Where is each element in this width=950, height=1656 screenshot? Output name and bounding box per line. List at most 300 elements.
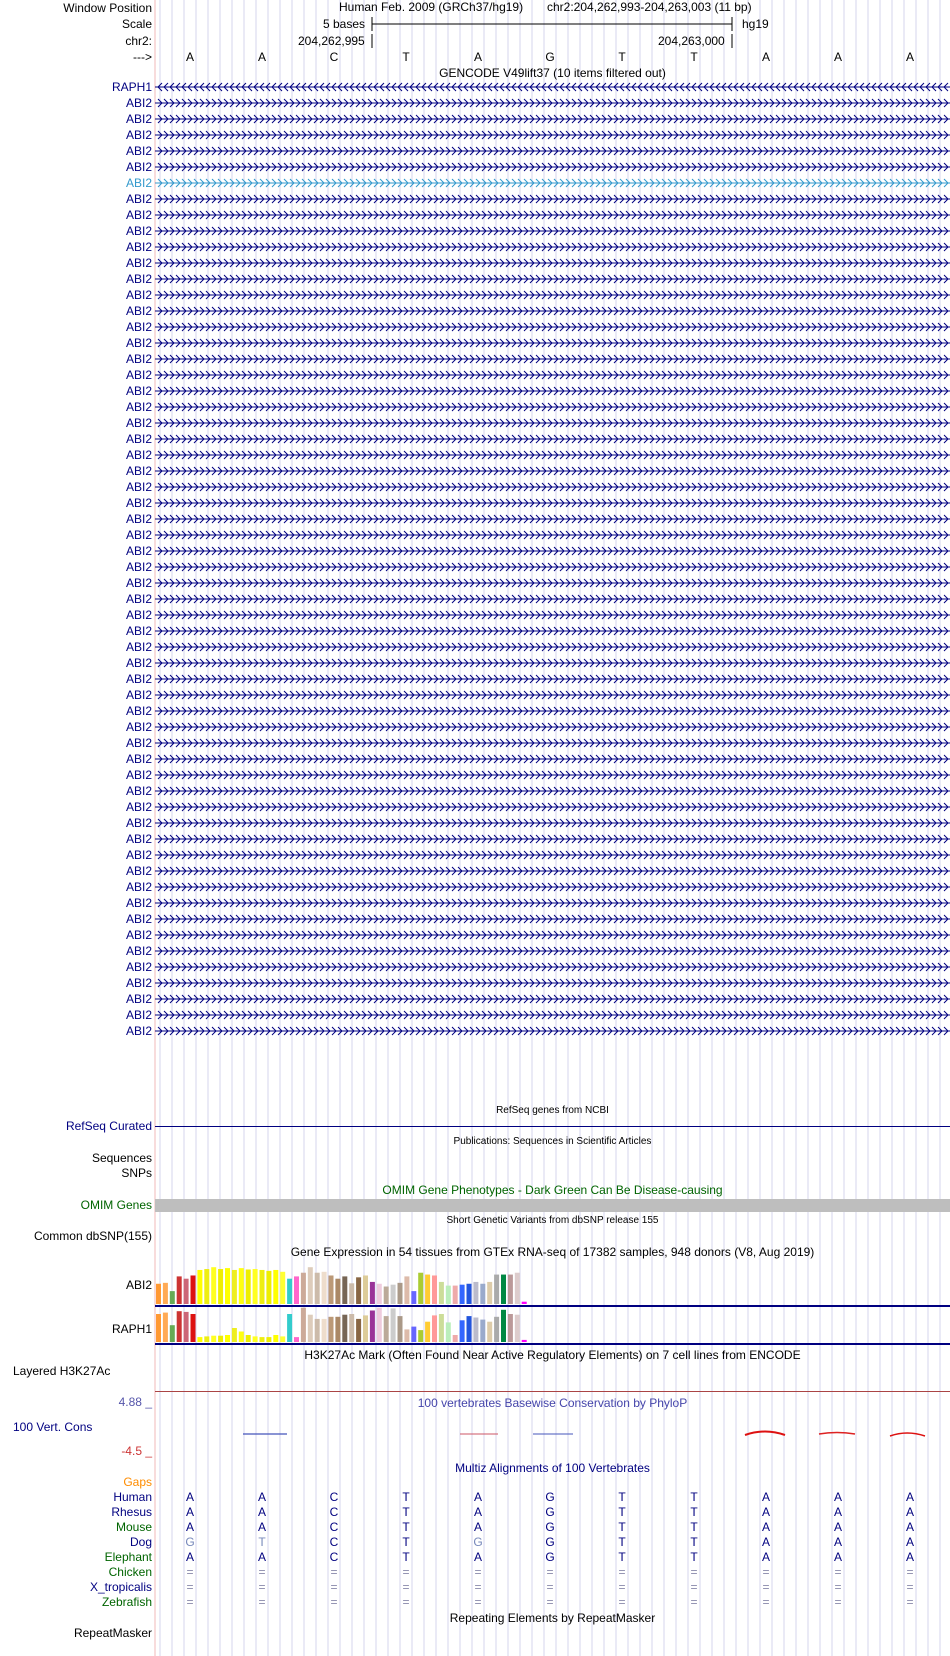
gene-row-abi2[interactable] — [0, 159, 950, 175]
gtex-tissue-bar — [260, 1270, 265, 1304]
h3k27ac-track-label[interactable]: Layered H3K27Ac — [13, 1364, 111, 1378]
multiz-track-title: Multiz Alignments of 100 Vertebrates — [455, 1461, 650, 1475]
gene-intron-line — [155, 527, 950, 543]
gene-label[interactable]: ABI2 — [125, 272, 152, 286]
gene-label[interactable]: ABI2 — [125, 128, 152, 142]
gene-row-abi2[interactable] — [0, 431, 950, 447]
gtex-tissue-bar — [404, 1276, 409, 1304]
gene-row-abi2[interactable] — [0, 783, 950, 799]
gene-intron-line — [155, 991, 950, 1007]
gtex-tissue-bar — [294, 1337, 299, 1342]
gene-label[interactable]: ABI2 — [125, 320, 152, 334]
aligned-base: A — [761, 1550, 770, 1564]
base-letter: C — [329, 50, 339, 64]
gencode-track-title: GENCODE V49lift37 (10 items filtered out) — [439, 66, 666, 80]
gene-label[interactable]: ABI2 — [125, 304, 152, 318]
base-letter: A — [473, 50, 482, 64]
gene-row-abi2[interactable] — [0, 191, 950, 207]
gtex-tissue-bar — [467, 1316, 472, 1342]
gene-row-abi2[interactable] — [0, 351, 950, 367]
gene-row-abi2[interactable] — [0, 1007, 950, 1023]
base-letter: T — [402, 50, 410, 64]
gene-label[interactable]: ABI2 — [125, 368, 152, 382]
gene-intron-line — [155, 735, 950, 751]
gtex-tissue-bar — [411, 1291, 416, 1304]
gene-label[interactable]: ABI2 — [125, 976, 152, 990]
gtex-tissue-bar — [204, 1336, 209, 1342]
gene-intron-line — [155, 559, 950, 575]
aligned-base: = — [330, 1580, 338, 1594]
gene-label[interactable]: ABI2 — [125, 256, 152, 270]
gene-row-abi2[interactable] — [0, 607, 950, 623]
gtex-tissue-bar — [432, 1275, 437, 1304]
aligned-base: = — [546, 1565, 554, 1579]
gene-label[interactable]: ABI2 — [125, 944, 152, 958]
aligned-base: T — [618, 1520, 626, 1534]
gene-label[interactable]: ABI2 — [125, 384, 152, 398]
gene-row-abi2[interactable] — [0, 319, 950, 335]
aligned-base: T — [402, 1535, 410, 1549]
gtex-raph1-barchart[interactable] — [155, 1307, 555, 1344]
gene-row-abi2[interactable] — [0, 639, 950, 655]
gene-row-raph1[interactable] — [0, 79, 950, 95]
gene-label[interactable]: ABI2 — [125, 848, 152, 862]
species-label[interactable]: Human — [113, 1490, 152, 1504]
aligned-base: C — [329, 1535, 339, 1549]
aligned-base: T — [618, 1490, 626, 1504]
gene-label[interactable]: ABI2 — [125, 800, 152, 814]
gene-row-abi2[interactable] — [0, 383, 950, 399]
gene-intron-line — [155, 591, 950, 607]
gene-row-abi2[interactable] — [0, 239, 950, 255]
gene-label[interactable]: ABI2 — [125, 336, 152, 350]
base-letter: A — [833, 50, 842, 64]
gene-row-abi2[interactable] — [0, 831, 950, 847]
gene-row-abi2[interactable] — [0, 1023, 950, 1039]
gene-row-abi2[interactable] — [0, 591, 950, 607]
gene-row-abi2[interactable] — [0, 895, 950, 911]
gene-label[interactable]: ABI2 — [125, 768, 152, 782]
gtex-tissue-bar — [184, 1312, 189, 1342]
aligned-base: = — [474, 1565, 482, 1579]
scale-label: Scale — [121, 17, 152, 31]
gene-label[interactable]: ABI2 — [125, 576, 152, 590]
gene-intron-line — [155, 575, 950, 591]
gene-label[interactable]: ABI2 — [125, 736, 152, 750]
gene-label[interactable]: ABI2 — [125, 400, 152, 414]
gene-label[interactable]: ABI2 — [125, 288, 152, 302]
gtex-tissue-bar — [501, 1275, 506, 1304]
gtex-tissue-bar — [349, 1283, 354, 1304]
gene-label[interactable]: RAPH1 — [111, 80, 152, 94]
aligned-base: T — [402, 1490, 410, 1504]
aligned-base: A — [905, 1550, 914, 1564]
gene-label[interactable]: ABI2 — [125, 656, 152, 670]
coord-tick-right — [731, 34, 733, 48]
aligned-base: A — [833, 1550, 842, 1564]
aligned-base: A — [761, 1490, 770, 1504]
gene-intron-line — [155, 543, 950, 559]
aligned-base: T — [402, 1520, 410, 1534]
aligned-base: T — [402, 1505, 410, 1519]
gene-intron-line — [155, 607, 950, 623]
gene-row-abi2[interactable] — [0, 703, 950, 719]
gene-row-abi2[interactable] — [0, 463, 950, 479]
gene-label[interactable]: ABI2 — [125, 896, 152, 910]
aligned-base: = — [618, 1595, 626, 1609]
aligned-base: = — [762, 1580, 770, 1594]
gene-row-abi2[interactable] — [0, 655, 950, 671]
omim-track-label[interactable]: OMIM Genes — [80, 1198, 152, 1212]
species-label[interactable]: Mouse — [115, 1520, 152, 1534]
base-letter: T — [690, 50, 698, 64]
gene-intron-line — [155, 799, 950, 815]
gtex-tissue-bar — [163, 1313, 168, 1342]
gtex-tissue-bar — [329, 1317, 334, 1342]
gtex-abi2-barchart[interactable] — [155, 1258, 555, 1306]
gene-row-abi2[interactable] — [0, 911, 950, 927]
gtex-tissue-bar — [446, 1322, 451, 1342]
aligned-base: T — [690, 1520, 698, 1534]
gtex-tissue-bar — [425, 1322, 430, 1342]
gene-label[interactable]: ABI2 — [125, 1024, 152, 1038]
aligned-base: = — [546, 1580, 554, 1594]
gtex-tissue-bar — [322, 1319, 327, 1342]
gene-label[interactable]: ABI2 — [125, 720, 152, 734]
gtex-tissue-bar — [370, 1311, 375, 1343]
aligned-base: A — [473, 1520, 482, 1534]
aligned-base: T — [618, 1505, 626, 1519]
gtex-tissue-bar — [191, 1314, 196, 1342]
gene-row-abi2[interactable] — [0, 943, 950, 959]
aligned-base: C — [329, 1550, 339, 1564]
gene-label[interactable]: ABI2 — [125, 624, 152, 638]
gene-label[interactable]: ABI2 — [125, 704, 152, 718]
phylop-track-label[interactable]: 100 Vert. Cons — [13, 1420, 93, 1434]
gtex-tissue-bar — [473, 1282, 478, 1304]
gtex-tissue-bar — [301, 1308, 306, 1342]
publications-track-title: Publications: Sequences in Scientific Articles — [453, 1136, 652, 1147]
aligned-base: A — [257, 1505, 266, 1519]
aligned-base: = — [186, 1565, 194, 1579]
gene-row-abi2[interactable] — [0, 623, 950, 639]
coord-left: 204,262,995 — [298, 34, 365, 48]
gtex-tissue-bar — [349, 1314, 354, 1342]
db-label: hg19 — [742, 17, 769, 31]
gene-row-abi2[interactable] — [0, 207, 950, 223]
aligned-base: G — [185, 1535, 195, 1549]
gene-label[interactable]: ABI2 — [125, 96, 152, 110]
gene-label[interactable]: ABI2 — [125, 752, 152, 766]
gene-row-abi2[interactable] — [0, 127, 950, 143]
refseq-gene-line[interactable] — [155, 1126, 950, 1127]
gtex-tissue-bar — [232, 1328, 237, 1342]
gene-row-abi2[interactable] — [0, 991, 950, 1007]
gtex-tissue-bar — [191, 1275, 196, 1304]
gtex-tissue-bar — [329, 1275, 334, 1304]
gene-row-abi2[interactable] — [0, 479, 950, 495]
gtex-tissue-bar — [508, 1275, 513, 1304]
aligned-base: T — [690, 1505, 698, 1519]
gene-intron-line — [155, 287, 950, 303]
aligned-base: = — [258, 1580, 266, 1594]
gtex-tissue-bar — [473, 1318, 478, 1343]
gene-label[interactable]: ABI2 — [125, 416, 152, 430]
gtex-tissue-bar — [460, 1320, 465, 1342]
gtex-tissue-bar — [487, 1322, 492, 1342]
gene-intron-line — [155, 879, 950, 895]
gene-row-abi2[interactable] — [0, 335, 950, 351]
publications-label-sequences[interactable]: Sequences — [91, 1151, 152, 1165]
gene-intron-line — [155, 303, 950, 319]
gtex-tissue-bar — [515, 1315, 520, 1342]
gene-row-abi2[interactable] — [0, 223, 950, 239]
gene-intron-line — [155, 703, 950, 719]
species-label[interactable]: X_tropicalis — [89, 1580, 152, 1594]
multiz-gaps-label[interactable]: Gaps — [123, 1475, 152, 1489]
gtex-tissue-bar — [315, 1319, 320, 1342]
gene-label[interactable]: ABI2 — [125, 864, 152, 878]
gene-label[interactable]: ABI2 — [125, 528, 152, 542]
gtex-tissue-bar — [218, 1269, 223, 1304]
gene-row-abi2[interactable] — [0, 751, 950, 767]
gtex-tissue-bar — [287, 1279, 292, 1304]
gene-row-abi2[interactable] — [0, 303, 950, 319]
gtex-tissue-bar — [494, 1317, 499, 1342]
gene-row-abi2[interactable] — [0, 671, 950, 687]
gtex-gene-label-abi2[interactable]: ABI2 — [125, 1278, 152, 1292]
gene-label[interactable]: ABI2 — [125, 880, 152, 894]
gene-label[interactable]: ABI2 — [125, 992, 152, 1006]
aligned-base: = — [834, 1595, 842, 1609]
gtex-tissue-bar — [308, 1267, 313, 1304]
aligned-base: G — [473, 1535, 483, 1549]
gtex-tissue-bar — [239, 1268, 244, 1304]
gene-intron-line — [155, 751, 950, 767]
gene-row-abi2[interactable] — [0, 735, 950, 751]
gene-label[interactable]: ABI2 — [125, 608, 152, 622]
gene-label[interactable]: ABI2 — [125, 928, 152, 942]
gene-label[interactable]: ABI2 — [125, 464, 152, 478]
aligned-base: T — [690, 1550, 698, 1564]
gtex-tissue-bar — [453, 1335, 458, 1342]
gene-label[interactable]: ABI2 — [125, 496, 152, 510]
gene-row-abi2[interactable] — [0, 111, 950, 127]
gtex-tissue-bar — [467, 1284, 472, 1304]
gtex-tissue-bar — [363, 1315, 368, 1342]
gene-row-abi2[interactable] — [0, 975, 950, 991]
aligned-base: C — [329, 1490, 339, 1504]
gene-row-abi2[interactable] — [0, 815, 950, 831]
gtex-tissue-bar — [273, 1270, 278, 1304]
dbsnp-track-label[interactable]: Common dbSNP(155) — [33, 1229, 152, 1243]
gene-intron-line — [155, 191, 950, 207]
gene-row-abi2[interactable] — [0, 543, 950, 559]
gene-row-abi2[interactable] — [0, 415, 950, 431]
gtex-tissue-bar — [184, 1279, 189, 1304]
gene-label[interactable]: ABI2 — [125, 240, 152, 254]
gene-intron-line — [155, 143, 950, 159]
gene-intron-line — [155, 783, 950, 799]
base-letter: G — [545, 50, 555, 64]
gene-label[interactable]: ABI2 — [125, 112, 152, 126]
gene-label[interactable]: ABI2 — [125, 512, 152, 526]
aligned-base: = — [834, 1580, 842, 1594]
gene-intron-line — [155, 719, 950, 735]
aligned-base: = — [906, 1565, 914, 1579]
gene-row-abi2[interactable] — [0, 559, 950, 575]
aligned-base: = — [474, 1595, 482, 1609]
gtex-tissue-bar — [315, 1273, 320, 1304]
gtex-gene-label-raph1[interactable]: RAPH1 — [111, 1322, 152, 1336]
gene-row-abi2[interactable] — [0, 863, 950, 879]
gene-label[interactable]: ABI2 — [125, 672, 152, 686]
aligned-base: A — [905, 1490, 914, 1504]
gtex-tissue-bar — [170, 1291, 175, 1304]
h3k27ac-track-title: H3K27Ac Mark (Often Found Near Active Regulatory Elements) on 7 cell lines from ENCODE — [304, 1348, 801, 1362]
gtex-tissue-bar — [398, 1316, 403, 1342]
gene-intron-line — [155, 655, 950, 671]
gene-label[interactable]: ABI2 — [125, 784, 152, 798]
position-text[interactable]: chr2:204,262,993-204,263,003 (11 bp) — [547, 0, 752, 14]
aligned-base: T — [690, 1490, 698, 1504]
gene-intron-line — [155, 207, 950, 223]
gtex-tissue-bar — [273, 1335, 278, 1342]
species-label[interactable]: Zebrafish — [101, 1595, 152, 1609]
gene-label[interactable]: ABI2 — [125, 176, 152, 190]
gene-row-abi2[interactable] — [0, 799, 950, 815]
gene-label[interactable]: ABI2 — [125, 480, 152, 494]
aligned-base: = — [762, 1595, 770, 1609]
gene-row-abi2[interactable] — [0, 271, 950, 287]
gene-label[interactable]: ABI2 — [125, 1008, 152, 1022]
gene-row-abi2[interactable] — [0, 527, 950, 543]
gene-label[interactable]: ABI2 — [125, 144, 152, 158]
omim-gene-bar[interactable] — [155, 1199, 950, 1212]
aligned-base: = — [402, 1565, 410, 1579]
gtex-tissue-bar — [253, 1336, 258, 1342]
gene-label[interactable]: ABI2 — [125, 448, 152, 462]
gene-row-abi2[interactable] — [0, 95, 950, 111]
gene-row-abi2[interactable] — [0, 767, 950, 783]
gene-row-abi2[interactable] — [0, 143, 950, 159]
gene-intron-line — [155, 1007, 950, 1023]
coord-tick-left — [371, 34, 373, 48]
phylop-min-label: -4.5 _ — [121, 1444, 152, 1458]
gtex-tissue-bar — [253, 1269, 258, 1304]
gene-row-abi2[interactable] — [0, 287, 950, 303]
species-label[interactable]: Dog — [129, 1535, 152, 1549]
strand-label: ---> — [133, 50, 152, 64]
gene-label[interactable]: ABI2 — [125, 688, 152, 702]
gtex-tissue-bar — [446, 1286, 451, 1304]
gtex-tissue-bar — [356, 1319, 361, 1342]
gene-intron-line — [155, 463, 950, 479]
gene-label[interactable]: ABI2 — [125, 832, 152, 846]
gtex-tissue-bar — [156, 1314, 161, 1342]
gene-row-abi2[interactable] — [0, 847, 950, 863]
aligned-base: A — [905, 1505, 914, 1519]
gene-intron-line — [155, 639, 950, 655]
refseq-track-label[interactable]: RefSeq Curated — [65, 1119, 152, 1133]
gene-row-abi2[interactable] — [0, 495, 950, 511]
gene-row-abi2[interactable] — [0, 687, 950, 703]
gene-intron-line — [155, 495, 950, 511]
gtex-raph1-baseline — [155, 1343, 950, 1345]
assembly-text: Human Feb. 2009 (GRCh37/hg19) — [339, 0, 524, 14]
h3k27ac-signal — [155, 1391, 950, 1392]
gene-label[interactable]: ABI2 — [125, 544, 152, 558]
gene-intron-line — [155, 271, 950, 287]
gene-row-abi2[interactable] — [0, 255, 950, 271]
gene-row-abi2[interactable] — [0, 399, 950, 415]
gtex-tissue-bar — [177, 1276, 182, 1304]
gtex-tissue-bar — [197, 1270, 202, 1304]
gene-row-abi2[interactable] — [0, 927, 950, 943]
aligned-base: A — [905, 1535, 914, 1549]
gtex-tissue-bar — [418, 1273, 423, 1304]
gtex-tissue-bar — [301, 1273, 306, 1304]
aligned-base: A — [761, 1520, 770, 1534]
gene-row-abi2[interactable] — [0, 879, 950, 895]
aligned-base: = — [690, 1580, 698, 1594]
gene-intron-line — [155, 431, 950, 447]
gene-row-abi2[interactable] — [0, 511, 950, 527]
gene-label[interactable]: ABI2 — [125, 592, 152, 606]
publications-label-snps[interactable]: SNPs — [121, 1166, 152, 1180]
dbsnp-track-title: Short Genetic Variants from dbSNP release 155 — [446, 1215, 659, 1226]
gene-row-abi2[interactable] — [0, 719, 950, 735]
aligned-base: T — [690, 1535, 698, 1549]
gene-label[interactable]: ABI2 — [125, 816, 152, 830]
aligned-base: G — [545, 1505, 555, 1519]
gene-label[interactable]: ABI2 — [125, 192, 152, 206]
gene-row-abi2[interactable] — [0, 367, 950, 383]
gtex-tissue-bar — [239, 1332, 244, 1343]
gene-label[interactable]: ABI2 — [125, 224, 152, 238]
gtex-tissue-bar — [246, 1335, 251, 1342]
gtex-tissue-bar — [370, 1282, 375, 1304]
scale-bar — [370, 16, 736, 32]
gene-row-abi2[interactable] — [0, 447, 950, 463]
gene-intron-line — [155, 351, 950, 367]
gene-label[interactable]: ABI2 — [125, 352, 152, 366]
species-label[interactable]: Rhesus — [111, 1505, 152, 1519]
gene-label[interactable]: ABI2 — [125, 912, 152, 926]
gene-row-abi2[interactable] — [0, 575, 950, 591]
gene-label[interactable]: ABI2 — [125, 432, 152, 446]
gene-label[interactable]: ABI2 — [125, 960, 152, 974]
gene-label[interactable]: ABI2 — [125, 160, 152, 174]
base-letter: T — [618, 50, 626, 64]
aligned-base: A — [473, 1490, 482, 1504]
gene-intron-line — [155, 831, 950, 847]
base-letter: A — [185, 50, 194, 64]
gtex-tissue-bar — [453, 1286, 458, 1304]
species-label[interactable]: Chicken — [108, 1565, 152, 1579]
gene-label[interactable]: ABI2 — [125, 640, 152, 654]
aligned-base: A — [185, 1505, 194, 1519]
gene-label[interactable]: ABI2 — [125, 208, 152, 222]
aligned-base: G — [545, 1535, 555, 1549]
repeatmasker-track-label[interactable]: RepeatMasker — [73, 1626, 152, 1640]
gene-row-abi2[interactable] — [0, 959, 950, 975]
species-label[interactable]: Elephant — [104, 1550, 152, 1564]
gene-row-abi2[interactable] — [0, 175, 950, 191]
gene-intron-line — [155, 79, 950, 95]
gtex-tissue-bar — [246, 1270, 251, 1305]
gene-label[interactable]: ABI2 — [125, 560, 152, 574]
